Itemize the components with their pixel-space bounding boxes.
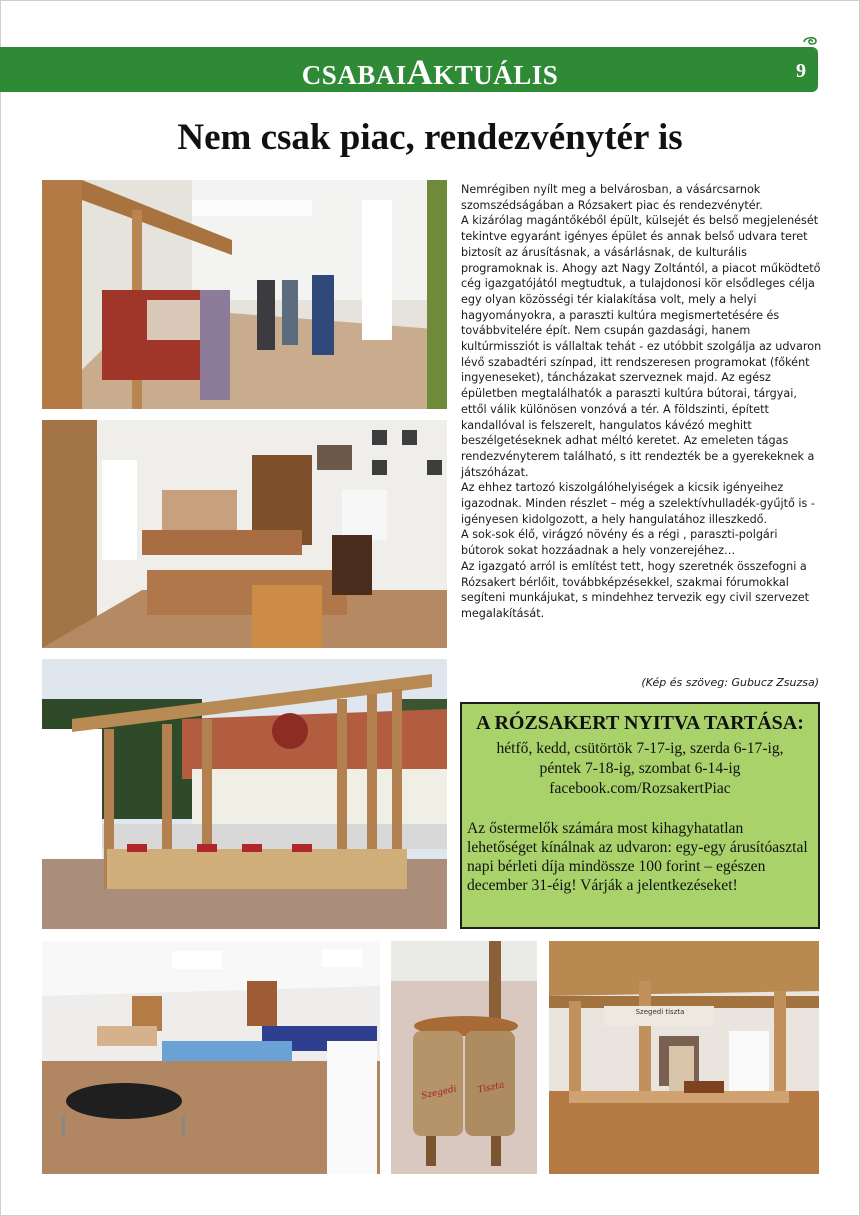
article-body bbox=[461, 182, 823, 622]
opening-hours-line: péntek 7-18-ig, szombat 6-14-ig bbox=[539, 760, 741, 777]
facebook-link[interactable]: facebook.com/RozsakertPiac bbox=[549, 780, 731, 797]
title-part1: CSABAI bbox=[301, 60, 407, 90]
photo-market-hall bbox=[42, 180, 447, 409]
photo-vendor-stall bbox=[549, 941, 819, 1174]
magazine-title bbox=[0, 47, 860, 92]
photo-outdoor-stage bbox=[42, 659, 447, 929]
article-paragraph: Az ehhez tartozó kiszolgálóhelyiségek a kicsik igényeihez igazodnak. Minden részlet – még a szelektívhulladék-gyűjtő is - igényesen kidolgozott, a hely hangulatához illeszkedő. bbox=[461, 481, 815, 526]
sack-left-label: Szegedi bbox=[420, 1084, 458, 1102]
article-paragraph: A kizárólag magántőkéből épült, külsejét és belső megjelenését tekintve egyaránt igényes épület és annak belső udvara teret biztosít az árusításnak, a vásárlásnak, de kulturális programoknak is. Ahogy azt Nagy Zoltántól, a piacot működtető cég igazgatójától megtudtuk, a tulajdonosi kör elsődleges célja egy olyan közösségi tér kialakítása volt, mely a helyi hagyományokra, a paraszti kultúra megismertetésére és továbbvitelére épít. Nem csupán gazdasági, hanem kultúrmissziót is vállaltak tehát - ez utóbbit szolgálja az udvaron lévő szabadtéri színpad, itt rendszeresen programokat (főként ingyeneseket), táncházakat szerveznek majd. Az egész épületben megtalálhatók a paraszti kultúra bútorai, tárgyai, ettől válik különösen vonzóvá a tér. A földszinti, épített kandallóval is felszerelt, hangulatos kávézó meghitt beszélgetéseknek adhat méltó keretet. Az emeleten tágas rendezvényterem található, s itt rendezték be a gyerekeknek a játszóházat. bbox=[461, 214, 822, 479]
article-paragraph: Az igazgató arról is említést tett, hogy szeretnék összefogni a Rózsakert bérlőit, továbbképzésekkel, szakmai fórumokkal segíteni munkájukat, s mindehhez tervezik egy civil szervezet megalakítását. bbox=[461, 559, 809, 620]
photo-cafe bbox=[42, 420, 447, 648]
headline: Nem csak piac, rendezvénytér is bbox=[177, 117, 683, 158]
title-part2: A bbox=[406, 52, 434, 92]
photo-waste-bins bbox=[391, 941, 537, 1174]
swirl-icon bbox=[800, 34, 820, 48]
article-paragraph: Nemrégiben nyílt meg a belvárosban, a vásárcsarnok szomszédságában a Rózsakert piac és rendezvénytér. bbox=[461, 183, 763, 212]
photo-credit: (Kép és szöveg: Gubucz Zsuzsa) bbox=[641, 676, 819, 689]
photo-playroom bbox=[42, 941, 380, 1174]
title-part3: KTUÁLIS bbox=[433, 60, 559, 90]
article-paragraph: A sok-sok élő, virágzó növény és a régi , paraszti-polgári bútorok sokat hozzáadnak a hely vonzerejéhez… bbox=[461, 528, 778, 558]
stall-sign: Szegedi tiszta bbox=[635, 1008, 685, 1016]
opening-hours-line: hétfő, kedd, csütörtök 7-17-ig, szerda 6-17-ig, bbox=[496, 740, 784, 757]
sack-right-label: Tiszta bbox=[476, 1080, 506, 1096]
page-number: 9 bbox=[796, 60, 806, 82]
opening-hours-note: Az őstermelők számára most kihagyhatatlan lehetőséget kínálnak az udvaron: egy-egy árusítóasztal napi bérleti díja mindössze 100 forint – egészen december 31-éig! Várják a jelentkezéseket! bbox=[467, 820, 808, 894]
opening-hours-title: A RÓZSAKERT NYITVA TARTÁSA: bbox=[476, 712, 804, 734]
opening-hours-box bbox=[460, 702, 820, 929]
